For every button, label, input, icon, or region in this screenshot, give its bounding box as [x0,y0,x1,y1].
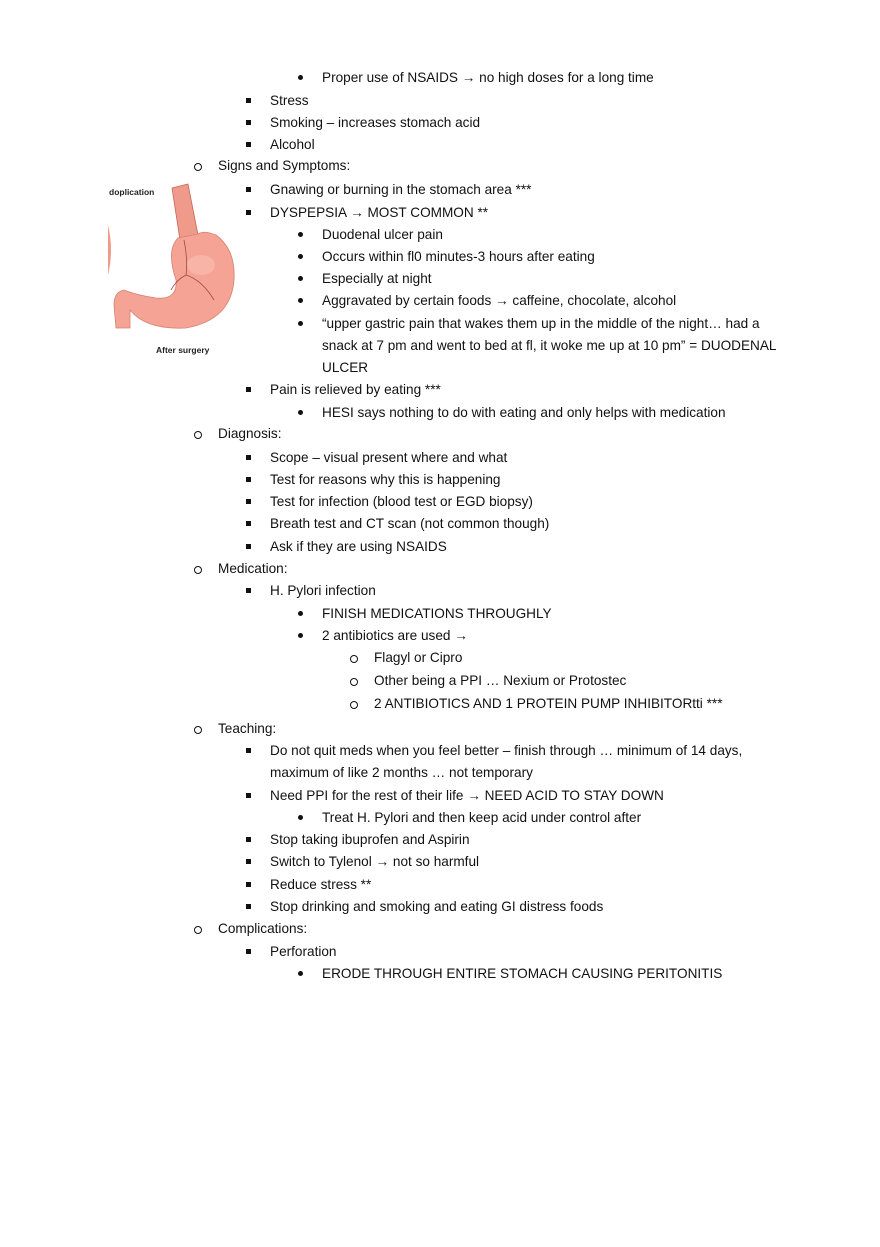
dot-bullet-icon [298,611,303,616]
list-item: Switch to Tylenol → not so harmful [270,854,480,869]
circle-bullet-icon [350,655,358,663]
circle-bullet-icon [194,726,202,734]
square-bullet-icon [246,455,251,460]
list-item: Stress [270,93,309,108]
square-bullet-icon [246,477,251,482]
dot-bullet-icon [298,321,303,326]
dot-bullet-icon [298,254,303,259]
square-bullet-icon [246,98,251,103]
list-item: Occurs within fl0 minutes-3 hours after eating [322,249,595,264]
list-item: Stop taking ibuprofen and Aspirin [270,832,470,847]
list-item: Flagyl or Cipro [374,650,463,665]
square-bullet-icon [246,859,251,864]
list-item: Test for infection (blood test or EGD biopsy) [270,494,533,509]
square-bullet-icon [246,521,251,526]
square-bullet-icon [246,499,251,504]
square-bullet-icon [246,387,251,392]
circle-bullet-icon [194,163,202,171]
figure-label-top: doplication [109,187,155,197]
circle-bullet-icon [350,678,358,686]
dot-bullet-icon [298,298,303,303]
square-bullet-icon [246,588,251,593]
circle-bullet-icon [350,701,358,709]
square-bullet-icon [246,904,251,909]
list-item: Breath test and CT scan (not common though) [270,516,550,531]
dot-bullet-icon [298,410,303,415]
dot-bullet-icon [298,633,303,638]
list-item: Smoking – increases stomach acid [270,115,481,130]
dot-bullet-icon [298,971,303,976]
list-item: 2 antibiotics are used → [322,628,468,643]
list-item: Perforation [270,944,337,959]
square-bullet-icon [246,748,251,753]
list-item: Other being a PPI … Nexium or Protostec [374,673,627,688]
square-bullet-icon [246,949,251,954]
section-heading: Complications: [218,921,308,936]
list-item: 2 ANTIBIOTICS AND 1 PROTEIN PUMP INHIBITORtti *** [374,696,723,711]
list-item: Gnawing or burning in the stomach area *** [270,182,532,197]
list-item: Reduce stress ** [270,877,372,892]
stomach-surgery-illustration [106,180,241,365]
dot-bullet-icon [298,815,303,820]
dot-bullet-icon [298,232,303,237]
dot-bullet-icon [298,276,303,281]
section-heading: Medication: [218,561,288,576]
circle-bullet-icon [194,566,202,574]
list-item: HESI says nothing to do with eating and only helps with medication [322,405,726,420]
circle-bullet-icon [194,431,202,439]
stomach-image [106,180,241,365]
square-bullet-icon [246,837,251,842]
list-item: Proper use of NSAIDS → no high doses for a long time [322,70,654,85]
list-item: Especially at night [322,271,432,286]
list-item: Stop drinking and smoking and eating GI distress foods [270,899,604,914]
section-heading: Teaching: [218,721,277,736]
list-item: Ask if they are using NSAIDS [270,539,447,554]
list-item: ERODE THROUGH ENTIRE STOMACH CAUSING PERITONITIS [322,966,723,981]
square-bullet-icon [246,210,251,215]
section-heading: Diagnosis: [218,426,282,441]
list-item: Pain is relieved by eating *** [270,382,441,397]
list-item: Test for reasons why this is happening [270,472,501,487]
square-bullet-icon [246,882,251,887]
circle-bullet-icon [194,926,202,934]
section-heading: Signs and Symptoms: [218,158,351,173]
list-item: Duodenal ulcer pain [322,227,443,242]
square-bullet-icon [246,142,251,147]
dot-bullet-icon [298,75,303,80]
list-item: DYSPEPSIA → MOST COMMON ** [270,205,489,220]
list-item: H. Pylori infection [270,583,376,598]
list-item: Scope – visual present where and what [270,450,508,465]
list-item: Alcohol [270,137,315,152]
list-item: Aggravated by certain foods → caffeine, chocolate, alcohol [322,293,677,308]
square-bullet-icon [246,793,251,798]
square-bullet-icon [246,120,251,125]
list-item: Do not quit meds when you feel better – finish through … minimum of 14 days, maximum of like 2 months … not temporary [270,743,743,780]
square-bullet-icon [246,187,251,192]
list-item: “upper gastric pain that wakes them up in the middle of the night… had a snack at 7 pm and went to bed at fl, it woke me up at 10 pm” = DUODENAL ULCER [322,316,776,375]
list-item: FINISH MEDICATIONS THROUGHLY [322,606,552,621]
list-item: Treat H. Pylori and then keep acid under control after [322,810,642,825]
square-bullet-icon [246,544,251,549]
list-item: Need PPI for the rest of their life → NEED ACID TO STAY DOWN [270,788,664,803]
figure-label-bottom: After surgery [156,345,210,355]
